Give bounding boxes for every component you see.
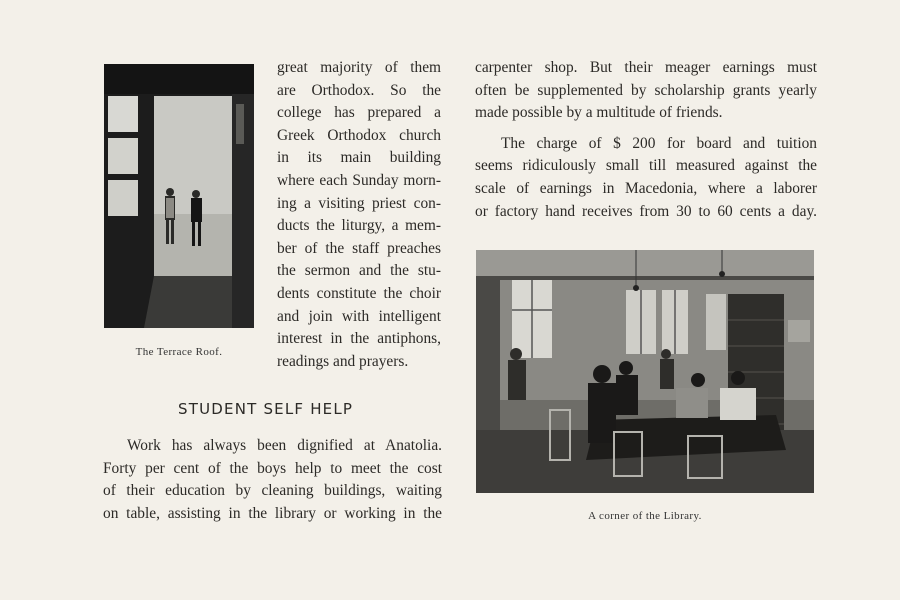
column-2-text [475,57,817,223]
text-line: on table, assisting in the library or working in the [103,504,442,522]
text-line: where each Sunday morn- [277,171,441,189]
text-line: seems ridiculously small till measured against the [475,157,817,175]
text-line: carpenter shop. But their meager earnings must [475,59,817,76]
text-line: ing a visiting priest con- [277,194,441,212]
student-self-help-text [103,435,442,525]
terrace-roof-caption: The Terrace Roof. [135,346,223,358]
text-line: Forty per cent of the boys help to meet the cost [103,459,442,477]
text-line: made possible by a multitude of friends. [475,104,723,122]
text-line: often be supplemented by scholarship grants yearly [475,81,817,99]
text-line: ducts the liturgy, a mem- [277,217,441,235]
text-line: dents constitute the choir [277,284,441,302]
text-line: Work has always been dignified at Anatolia. [127,437,442,454]
column-1-text [277,57,441,373]
text-line: scale of earnings in Macedonia, where a laborer [475,179,817,197]
text-line: the sermon and the stu- [277,262,441,280]
text-line: The charge of $ 200 for board and tuition [501,134,817,152]
text-line: great majority of them [277,59,441,76]
library-photo [476,250,814,493]
text-line: Greek Orthodox church [277,126,441,144]
text-line: of their education by cleaning buildings, waiting [103,482,442,500]
section-heading: STUDENT SELF HELP [178,400,354,418]
text-line: ber of the staff preaches [277,239,441,257]
library-caption: A corner of the Library. [588,510,702,522]
text-line: are Orthodox. So the [277,81,441,99]
text-line: or factory hand receives from 30 to 60 cents a day. [475,202,817,220]
text-line: and join with intelligent [277,307,441,325]
text-line: college has prepared a [277,104,441,122]
text-line: readings and prayers. [277,352,409,370]
terrace-roof-photo [104,64,254,328]
text-line: interest in the antiphons, [277,330,441,348]
text-line: in its main building [277,149,441,167]
